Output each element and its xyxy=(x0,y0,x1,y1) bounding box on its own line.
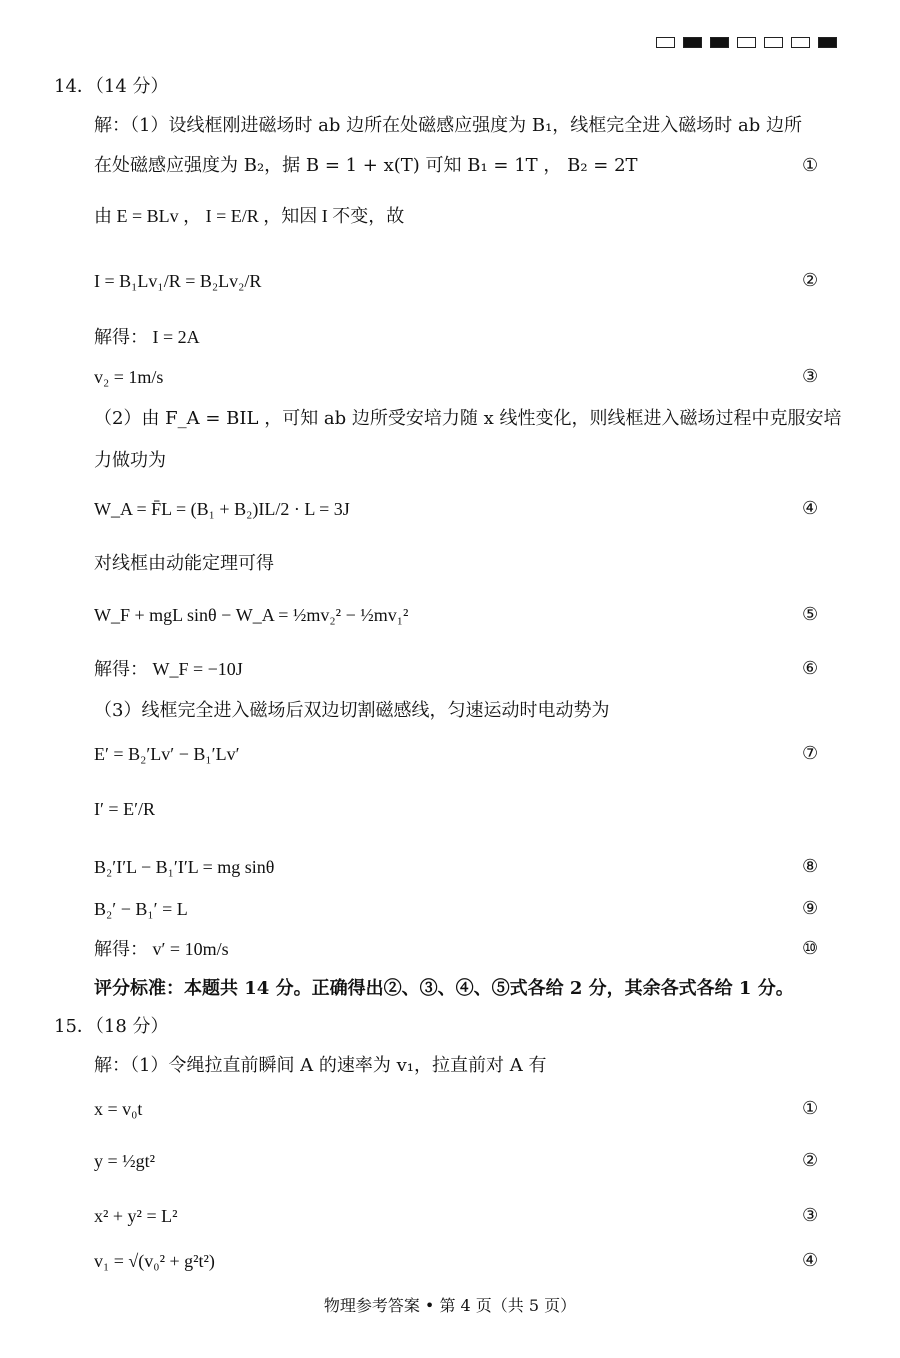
q14-solve-current: 解得： I = 2A xyxy=(94,327,200,347)
q14-eq-work-ampere: W_A = F̄L = (B₁ + B₂)IL/2 · L = 3J xyxy=(94,499,350,519)
q14-eq-field-diff: B₂′ − B₁′ = L xyxy=(94,899,188,919)
q14-scoring: 评分标准：本题共 14 分。正确得出②、③、④、⑤式各给 2 分，其余各式各给 1 分。 xyxy=(94,978,794,999)
q14-p2-line1: （2）由 F_A = BIL ，可知 ab 边所受安培力随 x 线性变化，则线框进入磁场过程中克服安培 xyxy=(94,408,842,429)
q14-eq-current2: I′ = E′/R xyxy=(94,799,156,819)
eq-number-4: ④ xyxy=(802,1250,819,1271)
q14-solve-v: 解得： v′ = 10m/s xyxy=(94,939,229,959)
q14-p2-line2: 力做功为 xyxy=(94,450,166,471)
q14-p3: （3）线框完全进入磁场后双边切割磁感线，匀速运动时电动势为 xyxy=(94,700,610,721)
eq-number-2: ② xyxy=(802,1150,819,1171)
eq-number-7: ⑦ xyxy=(802,743,819,764)
page-footer: 物理参考答案 • 第 4 页（共 5 页） xyxy=(323,1296,577,1315)
eq-number-1: ① xyxy=(802,1098,819,1119)
eq-number-8: ⑧ xyxy=(802,856,819,877)
header-marks xyxy=(656,37,837,48)
eq-number-1: ① xyxy=(802,155,819,176)
eq-number-3: ③ xyxy=(802,1205,819,1226)
eq-number-5: ⑤ xyxy=(802,604,819,625)
eq-number-4: ④ xyxy=(802,498,819,519)
q15-eq-length: x² + y² = L² xyxy=(94,1206,178,1226)
eq-number-2: ② xyxy=(802,270,819,291)
eq-number-9: ⑨ xyxy=(802,898,819,919)
q14-eq-energy: W_F + mgL sinθ − W_A = ½mv₂² − ½mv₁² xyxy=(94,605,409,625)
q14-title: 14．（14 分） xyxy=(54,76,169,97)
q15-eq-x: x = v₀t xyxy=(94,1099,143,1119)
q14-eq-balance: B₂′I′L − B₁′I′L = mg sinθ xyxy=(94,857,275,877)
q15-title: 15．（18 分） xyxy=(54,1016,169,1037)
eq-number-6: ⑥ xyxy=(802,658,819,679)
q14-solve-v2: v₂ = 1m/s xyxy=(94,367,164,387)
eq-number-10: ⑩ xyxy=(802,938,819,959)
eq-number-3: ③ xyxy=(802,366,819,387)
q15-eq-v1: v₁ = √(v₀² + g²t²) xyxy=(94,1251,215,1271)
header-mark-empty xyxy=(764,37,783,48)
header-mark-empty xyxy=(656,37,675,48)
q15-p1: 解：（1）令绳拉直前瞬间 A 的速率为 v₁，拉直前对 A 有 xyxy=(94,1055,547,1076)
header-mark-filled xyxy=(818,37,837,48)
q14-p1-line2: 在处磁感应强度为 B₂，据 B = 1 + x(T) 可知 B₁ = 1T ， B₂ = 2T xyxy=(94,155,638,176)
header-mark-filled xyxy=(710,37,729,48)
header-mark-empty xyxy=(737,37,756,48)
q14-p2-line3: 对线框由动能定理可得 xyxy=(94,553,274,574)
q14-solve-wf: 解得： W_F = −10J xyxy=(94,659,243,679)
q14-eq-current: I = B₁Lv₁/R = B₂Lv₂/R xyxy=(94,271,262,291)
header-mark-filled xyxy=(683,37,702,48)
q15-eq-y: y = ½gt² xyxy=(94,1151,156,1171)
q14-eq-ohm: 由 E = BLv ， I = E/R ，知因 I 不变，故 xyxy=(94,206,405,226)
q14-p1-line1: 解：（1）设线框刚进磁场时 ab 边所在处磁感应强度为 B₁，线框完全进入磁场时 ab 边所 xyxy=(94,115,803,136)
q14-eq-emf: E′ = B₂′Lv′ − B₁′Lv′ xyxy=(94,744,240,764)
header-mark-empty xyxy=(791,37,810,48)
